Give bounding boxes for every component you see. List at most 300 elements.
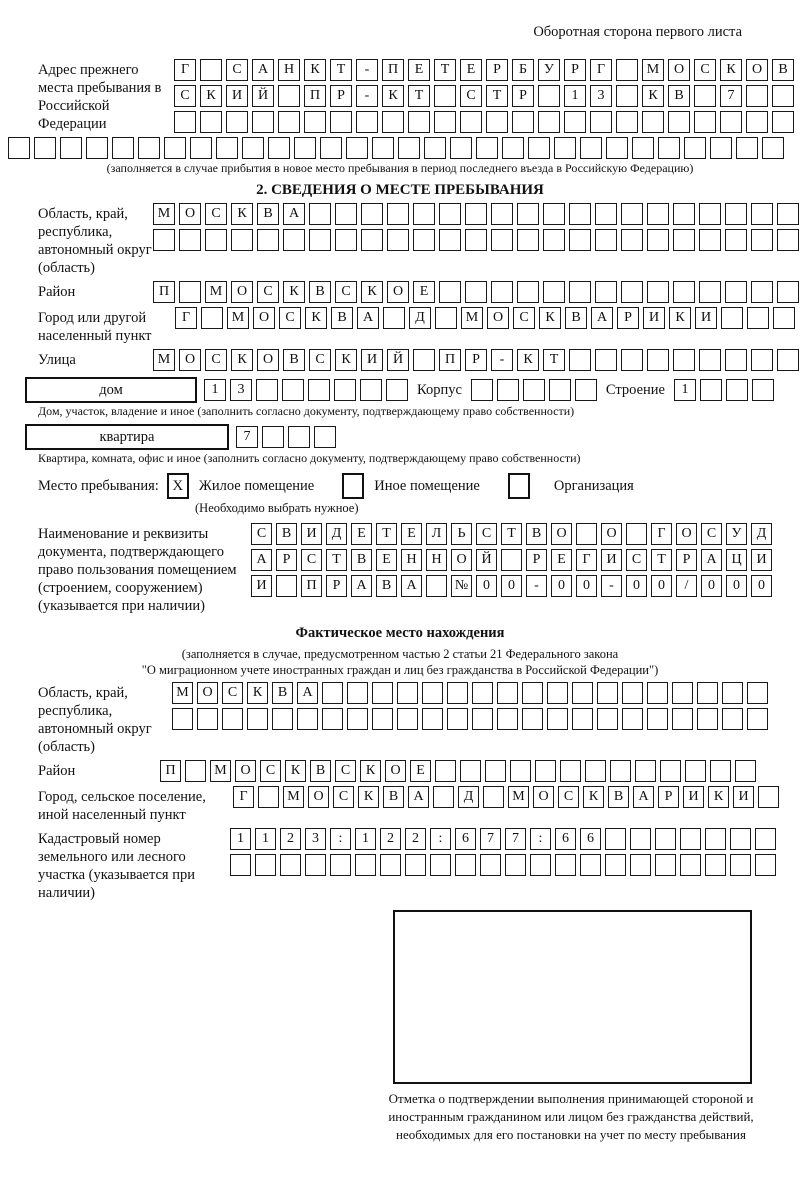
- char-cell[interactable]: [626, 523, 647, 545]
- char-cell[interactable]: 2: [405, 828, 426, 850]
- char-cell[interactable]: 0: [551, 575, 572, 597]
- char-cell[interactable]: 1: [674, 379, 696, 401]
- apartment-type-box[interactable]: квартира: [25, 424, 229, 450]
- char-cell[interactable]: [630, 828, 651, 850]
- char-cell[interactable]: [755, 854, 776, 876]
- char-cell[interactable]: [538, 111, 560, 133]
- char-cell[interactable]: Р: [465, 349, 487, 371]
- char-cell[interactable]: [555, 854, 576, 876]
- char-cell[interactable]: [777, 349, 799, 371]
- char-cell[interactable]: С: [257, 281, 279, 303]
- char-cell[interactable]: -: [601, 575, 622, 597]
- char-cell[interactable]: [231, 229, 253, 251]
- char-cell[interactable]: [465, 229, 487, 251]
- char-cell[interactable]: [422, 708, 443, 730]
- char-cell[interactable]: В: [376, 575, 397, 597]
- char-cell[interactable]: [346, 137, 368, 159]
- char-cell[interactable]: [308, 379, 330, 401]
- char-cell[interactable]: [447, 682, 468, 704]
- char-cell[interactable]: [330, 854, 351, 876]
- char-cell[interactable]: А: [252, 59, 274, 81]
- char-cell[interactable]: [153, 229, 175, 251]
- char-cell[interactable]: [405, 854, 426, 876]
- char-cell[interactable]: Е: [410, 760, 431, 782]
- char-cell[interactable]: [725, 281, 747, 303]
- char-cell[interactable]: Н: [401, 549, 422, 571]
- char-cell[interactable]: [383, 307, 405, 329]
- char-cell[interactable]: Т: [651, 549, 672, 571]
- char-cell[interactable]: В: [331, 307, 353, 329]
- char-cell[interactable]: [523, 379, 545, 401]
- char-cell[interactable]: [222, 708, 243, 730]
- char-cell[interactable]: [595, 229, 617, 251]
- char-cell[interactable]: К: [539, 307, 561, 329]
- char-cell[interactable]: [283, 229, 305, 251]
- char-cell[interactable]: [252, 111, 274, 133]
- char-cell[interactable]: [356, 111, 378, 133]
- char-cell[interactable]: [528, 137, 550, 159]
- char-cell[interactable]: В: [565, 307, 587, 329]
- char-cell[interactable]: М: [210, 760, 231, 782]
- char-cell[interactable]: [772, 85, 794, 107]
- char-cell[interactable]: [647, 349, 669, 371]
- char-cell[interactable]: [272, 708, 293, 730]
- char-cell[interactable]: Р: [486, 59, 508, 81]
- char-cell[interactable]: 7: [720, 85, 742, 107]
- char-cell[interactable]: А: [297, 682, 318, 704]
- char-cell[interactable]: Р: [658, 786, 679, 808]
- char-cell[interactable]: Е: [551, 549, 572, 571]
- char-cell[interactable]: [642, 111, 664, 133]
- char-cell[interactable]: [547, 682, 568, 704]
- char-cell[interactable]: М: [153, 349, 175, 371]
- char-cell[interactable]: [205, 229, 227, 251]
- char-cell[interactable]: У: [726, 523, 747, 545]
- char-cell[interactable]: [387, 203, 409, 225]
- char-cell[interactable]: К: [231, 203, 253, 225]
- char-cell[interactable]: [673, 203, 695, 225]
- char-cell[interactable]: [606, 137, 628, 159]
- char-cell[interactable]: [424, 137, 446, 159]
- char-cell[interactable]: [258, 786, 279, 808]
- char-cell[interactable]: [8, 137, 30, 159]
- char-cell[interactable]: С: [701, 523, 722, 545]
- char-cell[interactable]: [439, 281, 461, 303]
- char-cell[interactable]: [276, 575, 297, 597]
- char-cell[interactable]: [512, 111, 534, 133]
- char-cell[interactable]: О: [533, 786, 554, 808]
- char-cell[interactable]: К: [517, 349, 539, 371]
- char-cell[interactable]: [256, 379, 278, 401]
- char-cell[interactable]: О: [387, 281, 409, 303]
- char-cell[interactable]: [465, 281, 487, 303]
- char-cell[interactable]: 1: [204, 379, 226, 401]
- char-cell[interactable]: [725, 229, 747, 251]
- char-cell[interactable]: [282, 379, 304, 401]
- char-cell[interactable]: О: [385, 760, 406, 782]
- char-cell[interactable]: [549, 379, 571, 401]
- char-cell[interactable]: [226, 111, 248, 133]
- char-cell[interactable]: [430, 854, 451, 876]
- char-cell[interactable]: И: [733, 786, 754, 808]
- char-cell[interactable]: [380, 854, 401, 876]
- char-cell[interactable]: [580, 854, 601, 876]
- char-cell[interactable]: [472, 708, 493, 730]
- char-cell[interactable]: [720, 111, 742, 133]
- char-cell[interactable]: [372, 682, 393, 704]
- char-cell[interactable]: [426, 575, 447, 597]
- char-cell[interactable]: [361, 229, 383, 251]
- char-cell[interactable]: И: [361, 349, 383, 371]
- char-cell[interactable]: Е: [351, 523, 372, 545]
- char-cell[interactable]: О: [253, 307, 275, 329]
- char-cell[interactable]: А: [357, 307, 379, 329]
- char-cell[interactable]: Й: [252, 85, 274, 107]
- char-cell[interactable]: 1: [355, 828, 376, 850]
- char-cell[interactable]: В: [257, 203, 279, 225]
- char-cell[interactable]: Н: [278, 59, 300, 81]
- char-cell[interactable]: У: [538, 59, 560, 81]
- char-cell[interactable]: [522, 708, 543, 730]
- char-cell[interactable]: [347, 708, 368, 730]
- char-cell[interactable]: [616, 85, 638, 107]
- char-cell[interactable]: К: [247, 682, 268, 704]
- char-cell[interactable]: [730, 828, 751, 850]
- char-cell[interactable]: [647, 229, 669, 251]
- char-cell[interactable]: [722, 682, 743, 704]
- char-cell[interactable]: Б: [512, 59, 534, 81]
- char-cell[interactable]: Н: [426, 549, 447, 571]
- char-cell[interactable]: С: [476, 523, 497, 545]
- char-cell[interactable]: М: [153, 203, 175, 225]
- char-cell[interactable]: [751, 281, 773, 303]
- char-cell[interactable]: А: [408, 786, 429, 808]
- char-cell[interactable]: Т: [486, 85, 508, 107]
- char-cell[interactable]: [699, 349, 721, 371]
- char-cell[interactable]: О: [668, 59, 690, 81]
- char-cell[interactable]: [673, 281, 695, 303]
- char-cell[interactable]: [483, 786, 504, 808]
- char-cell[interactable]: С: [226, 59, 248, 81]
- char-cell[interactable]: 6: [555, 828, 576, 850]
- char-cell[interactable]: [497, 708, 518, 730]
- char-cell[interactable]: С: [513, 307, 535, 329]
- char-cell[interactable]: Р: [676, 549, 697, 571]
- char-cell[interactable]: [294, 137, 316, 159]
- char-cell[interactable]: [179, 281, 201, 303]
- char-cell[interactable]: С: [301, 549, 322, 571]
- char-cell[interactable]: Е: [401, 523, 422, 545]
- char-cell[interactable]: [465, 203, 487, 225]
- char-cell[interactable]: 0: [726, 575, 747, 597]
- char-cell[interactable]: [138, 137, 160, 159]
- char-cell[interactable]: [447, 708, 468, 730]
- char-cell[interactable]: Г: [175, 307, 197, 329]
- char-cell[interactable]: [647, 682, 668, 704]
- char-cell[interactable]: [569, 349, 591, 371]
- char-cell[interactable]: [460, 760, 481, 782]
- char-cell[interactable]: [230, 854, 251, 876]
- char-cell[interactable]: [361, 203, 383, 225]
- char-cell[interactable]: О: [746, 59, 768, 81]
- char-cell[interactable]: [297, 708, 318, 730]
- char-cell[interactable]: П: [382, 59, 404, 81]
- char-cell[interactable]: С: [626, 549, 647, 571]
- char-cell[interactable]: И: [751, 549, 772, 571]
- char-cell[interactable]: Т: [543, 349, 565, 371]
- char-cell[interactable]: [569, 229, 591, 251]
- char-cell[interactable]: [680, 828, 701, 850]
- char-cell[interactable]: [746, 85, 768, 107]
- char-cell[interactable]: [382, 111, 404, 133]
- char-cell[interactable]: [575, 379, 597, 401]
- char-cell[interactable]: [747, 708, 768, 730]
- char-cell[interactable]: К: [720, 59, 742, 81]
- char-cell[interactable]: Й: [476, 549, 497, 571]
- char-cell[interactable]: О: [235, 760, 256, 782]
- char-cell[interactable]: [288, 426, 310, 448]
- char-cell[interactable]: [505, 854, 526, 876]
- char-cell[interactable]: [762, 137, 784, 159]
- char-cell[interactable]: П: [304, 85, 326, 107]
- char-cell[interactable]: М: [283, 786, 304, 808]
- char-cell[interactable]: [751, 349, 773, 371]
- char-cell[interactable]: 6: [580, 828, 601, 850]
- char-cell[interactable]: -: [491, 349, 513, 371]
- char-cell[interactable]: [335, 229, 357, 251]
- char-cell[interactable]: [347, 682, 368, 704]
- char-cell[interactable]: [655, 828, 676, 850]
- char-cell[interactable]: Г: [590, 59, 612, 81]
- char-cell[interactable]: К: [642, 85, 664, 107]
- char-cell[interactable]: П: [153, 281, 175, 303]
- char-cell[interactable]: [722, 708, 743, 730]
- char-cell[interactable]: [112, 137, 134, 159]
- char-cell[interactable]: [257, 229, 279, 251]
- char-cell[interactable]: [60, 137, 82, 159]
- char-cell[interactable]: -: [526, 575, 547, 597]
- char-cell[interactable]: [680, 854, 701, 876]
- char-cell[interactable]: К: [583, 786, 604, 808]
- char-cell[interactable]: [699, 281, 721, 303]
- char-cell[interactable]: К: [304, 59, 326, 81]
- char-cell[interactable]: [174, 111, 196, 133]
- char-cell[interactable]: И: [251, 575, 272, 597]
- char-cell[interactable]: [322, 682, 343, 704]
- char-cell[interactable]: 1: [255, 828, 276, 850]
- char-cell[interactable]: [172, 708, 193, 730]
- char-cell[interactable]: [179, 229, 201, 251]
- char-cell[interactable]: [360, 379, 382, 401]
- char-cell[interactable]: В: [276, 523, 297, 545]
- char-cell[interactable]: П: [160, 760, 181, 782]
- char-cell[interactable]: С: [335, 281, 357, 303]
- char-cell[interactable]: [705, 828, 726, 850]
- char-cell[interactable]: М: [205, 281, 227, 303]
- char-cell[interactable]: -: [356, 59, 378, 81]
- char-cell[interactable]: [535, 760, 556, 782]
- char-cell[interactable]: В: [351, 549, 372, 571]
- char-cell[interactable]: -: [356, 85, 378, 107]
- char-cell[interactable]: [710, 137, 732, 159]
- char-cell[interactable]: [278, 111, 300, 133]
- char-cell[interactable]: [622, 708, 643, 730]
- char-cell[interactable]: [450, 137, 472, 159]
- char-cell[interactable]: [560, 760, 581, 782]
- char-cell[interactable]: Д: [409, 307, 431, 329]
- char-cell[interactable]: [242, 137, 264, 159]
- char-cell[interactable]: С: [174, 85, 196, 107]
- char-cell[interactable]: [434, 85, 456, 107]
- char-cell[interactable]: Р: [276, 549, 297, 571]
- char-cell[interactable]: 0: [476, 575, 497, 597]
- char-cell[interactable]: [486, 111, 508, 133]
- char-cell[interactable]: [460, 111, 482, 133]
- char-cell[interactable]: [710, 760, 731, 782]
- char-cell[interactable]: [635, 760, 656, 782]
- char-cell[interactable]: Т: [326, 549, 347, 571]
- char-cell[interactable]: И: [683, 786, 704, 808]
- char-cell[interactable]: [305, 854, 326, 876]
- char-cell[interactable]: 7: [236, 426, 258, 448]
- char-cell[interactable]: К: [708, 786, 729, 808]
- char-cell[interactable]: [538, 85, 560, 107]
- char-cell[interactable]: [334, 379, 356, 401]
- char-cell[interactable]: П: [301, 575, 322, 597]
- char-cell[interactable]: [736, 137, 758, 159]
- char-cell[interactable]: [746, 111, 768, 133]
- char-cell[interactable]: [610, 760, 631, 782]
- char-cell[interactable]: [694, 111, 716, 133]
- char-cell[interactable]: [616, 59, 638, 81]
- char-cell[interactable]: [471, 379, 493, 401]
- char-cell[interactable]: [725, 349, 747, 371]
- char-cell[interactable]: [595, 281, 617, 303]
- char-cell[interactable]: [397, 708, 418, 730]
- char-cell[interactable]: 0: [701, 575, 722, 597]
- char-cell[interactable]: [699, 203, 721, 225]
- char-cell[interactable]: [621, 203, 643, 225]
- char-cell[interactable]: 0: [576, 575, 597, 597]
- char-cell[interactable]: К: [358, 786, 379, 808]
- char-cell[interactable]: [502, 137, 524, 159]
- char-cell[interactable]: [580, 137, 602, 159]
- char-cell[interactable]: Е: [460, 59, 482, 81]
- char-cell[interactable]: С: [251, 523, 272, 545]
- char-cell[interactable]: [201, 307, 223, 329]
- char-cell[interactable]: [472, 682, 493, 704]
- char-cell[interactable]: Г: [576, 549, 597, 571]
- char-cell[interactable]: [621, 229, 643, 251]
- char-cell[interactable]: [697, 682, 718, 704]
- char-cell[interactable]: [335, 203, 357, 225]
- char-cell[interactable]: П: [439, 349, 461, 371]
- char-cell[interactable]: Т: [434, 59, 456, 81]
- char-cell[interactable]: И: [601, 549, 622, 571]
- char-cell[interactable]: [747, 682, 768, 704]
- char-cell[interactable]: Д: [751, 523, 772, 545]
- char-cell[interactable]: М: [227, 307, 249, 329]
- char-cell[interactable]: [777, 203, 799, 225]
- char-cell[interactable]: :: [430, 828, 451, 850]
- char-cell[interactable]: 0: [626, 575, 647, 597]
- char-cell[interactable]: [758, 786, 779, 808]
- char-cell[interactable]: О: [179, 203, 201, 225]
- char-cell[interactable]: [491, 203, 513, 225]
- char-cell[interactable]: [517, 281, 539, 303]
- char-cell[interactable]: [699, 229, 721, 251]
- char-cell[interactable]: Г: [174, 59, 196, 81]
- char-cell[interactable]: С: [205, 203, 227, 225]
- char-cell[interactable]: [554, 137, 576, 159]
- char-cell[interactable]: К: [283, 281, 305, 303]
- char-cell[interactable]: [247, 708, 268, 730]
- char-cell[interactable]: В: [310, 760, 331, 782]
- char-cell[interactable]: Р: [617, 307, 639, 329]
- char-cell[interactable]: А: [633, 786, 654, 808]
- char-cell[interactable]: [597, 708, 618, 730]
- char-cell[interactable]: [398, 137, 420, 159]
- checkbox-organization[interactable]: [508, 473, 530, 499]
- char-cell[interactable]: [547, 708, 568, 730]
- char-cell[interactable]: О: [451, 549, 472, 571]
- char-cell[interactable]: [576, 523, 597, 545]
- char-cell[interactable]: [530, 854, 551, 876]
- char-cell[interactable]: [480, 854, 501, 876]
- char-cell[interactable]: Е: [408, 59, 430, 81]
- checkbox-other-premises[interactable]: [342, 473, 364, 499]
- char-cell[interactable]: [330, 111, 352, 133]
- char-cell[interactable]: [630, 854, 651, 876]
- char-cell[interactable]: О: [179, 349, 201, 371]
- char-cell[interactable]: :: [530, 828, 551, 850]
- char-cell[interactable]: [34, 137, 56, 159]
- char-cell[interactable]: [694, 85, 716, 107]
- char-cell[interactable]: Г: [233, 786, 254, 808]
- char-cell[interactable]: Р: [326, 575, 347, 597]
- char-cell[interactable]: [755, 828, 776, 850]
- char-cell[interactable]: [752, 379, 774, 401]
- char-cell[interactable]: [572, 708, 593, 730]
- char-cell[interactable]: Ь: [451, 523, 472, 545]
- char-cell[interactable]: [721, 307, 743, 329]
- char-cell[interactable]: [772, 111, 794, 133]
- char-cell[interactable]: [439, 203, 461, 225]
- char-cell[interactable]: [605, 854, 626, 876]
- char-cell[interactable]: [668, 111, 690, 133]
- char-cell[interactable]: [597, 682, 618, 704]
- char-cell[interactable]: [268, 137, 290, 159]
- char-cell[interactable]: [491, 229, 513, 251]
- char-cell[interactable]: В: [383, 786, 404, 808]
- char-cell[interactable]: Т: [501, 523, 522, 545]
- char-cell[interactable]: 2: [380, 828, 401, 850]
- char-cell[interactable]: [700, 379, 722, 401]
- char-cell[interactable]: С: [279, 307, 301, 329]
- char-cell[interactable]: А: [401, 575, 422, 597]
- char-cell[interactable]: [725, 203, 747, 225]
- char-cell[interactable]: О: [308, 786, 329, 808]
- char-cell[interactable]: Р: [512, 85, 534, 107]
- char-cell[interactable]: [386, 379, 408, 401]
- char-cell[interactable]: 1: [230, 828, 251, 850]
- char-cell[interactable]: [647, 281, 669, 303]
- char-cell[interactable]: [422, 682, 443, 704]
- char-cell[interactable]: [200, 111, 222, 133]
- char-cell[interactable]: [408, 111, 430, 133]
- char-cell[interactable]: 0: [651, 575, 672, 597]
- char-cell[interactable]: Д: [458, 786, 479, 808]
